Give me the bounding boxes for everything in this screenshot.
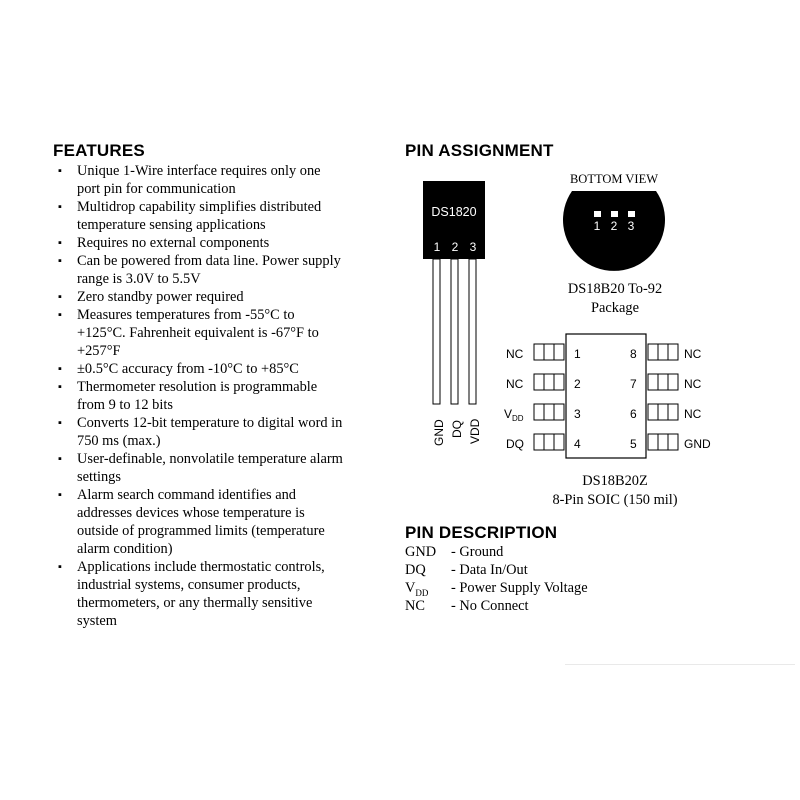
pin-desc-text: - Data In/Out (451, 562, 528, 578)
pin-code-subscript: DD (415, 587, 429, 598)
to92-pin-number-1: 1 (433, 240, 441, 254)
bullet-icon: ▪ (58, 417, 62, 429)
bottom-view-label: BOTTOM VIEW (569, 172, 659, 186)
feature-item (56, 486, 376, 558)
feature-item (56, 378, 376, 414)
features-heading: FEATURES (53, 141, 145, 160)
feature-text-line: Converts 12-bit temperature to digital word in (77, 415, 343, 431)
soic-caption-line2: 8-Pin SOIC (150 mil) (552, 492, 678, 508)
pin-assignment-heading: PIN ASSIGNMENT (405, 141, 554, 160)
pin-code (405, 598, 425, 615)
feature-text-line: outside of programmed limits (temperature (77, 523, 325, 539)
feature-text-line: range is 3.0V to 5.5V (77, 271, 201, 287)
features-list (56, 162, 376, 630)
to92-bottom-view-diagram (552, 170, 676, 280)
feature-text-line: Applications include thermostatic controls, (77, 559, 325, 575)
soic-pin1-number: 1 (574, 347, 581, 361)
bullet-icon: ▪ (58, 255, 62, 267)
soic-caption-line1: DS18B20Z (582, 473, 648, 489)
bottom-pin-pad-1 (594, 211, 601, 217)
feature-text-line: Unique 1-Wire interface requires only one (77, 163, 321, 179)
divider (565, 664, 795, 665)
feature-text-line: ±0.5°C accuracy from -10°C to +85°C (77, 361, 299, 377)
soic-pin7-number: 7 (630, 377, 637, 391)
feature-text-line: Multidrop capability simplifies distributed (77, 199, 322, 215)
to92-pin-label-dq: DQ (450, 420, 464, 438)
feature-text-line: system (77, 613, 117, 629)
feature-text-line: Can be powered from data line. Power supply (77, 253, 341, 269)
to92-part-label: DS1820 (431, 205, 477, 219)
feature-text-line: Alarm search command identifies and (77, 487, 296, 503)
soic-pin2-number: 2 (574, 377, 581, 391)
soic-pin5-number: 5 (630, 437, 637, 451)
soic-pin8-label: NC (684, 347, 702, 361)
bottom-pin-number-1: 1 (593, 219, 601, 233)
feature-item (56, 558, 376, 630)
soic-right-pad-8 (648, 344, 678, 360)
bottom-pin-number-2: 2 (610, 219, 618, 233)
soic-pin6-label: NC (684, 407, 702, 421)
pin-desc-text: - No Connect (451, 598, 529, 614)
soic-left-pad-2 (534, 374, 564, 390)
bullet-icon: ▪ (58, 165, 62, 177)
pin-code-text: DQ (405, 562, 426, 578)
to92-pin-number-3: 3 (469, 240, 477, 254)
soic-pin6-number: 6 (630, 407, 637, 421)
bullet-icon: ▪ (58, 453, 62, 465)
to92-caption-line1: DS18B20 To-92 (567, 281, 663, 297)
feature-text-line: +257°F (77, 343, 121, 359)
soic-pin8-number: 8 (630, 347, 637, 361)
soic-pin3-number: 3 (574, 407, 581, 421)
pin-code (405, 580, 428, 598)
feature-item (56, 306, 376, 360)
feature-text-line: temperature sensing applications (77, 217, 266, 233)
to92-pin-number-2: 2 (451, 240, 459, 254)
soic-left-pad-1 (534, 344, 564, 360)
soic-right-pad-7 (648, 374, 678, 390)
soic-pin1-label: NC (506, 347, 524, 361)
feature-text-line: +125°C. Fahrenheit equivalent is -67°F to (77, 325, 319, 341)
soic-package-diagram (500, 332, 724, 462)
feature-item (56, 450, 376, 486)
soic-right-pad-6 (648, 404, 678, 420)
feature-item (56, 414, 376, 450)
pin-code-text: GND (405, 544, 437, 560)
to92-lead-2 (451, 259, 458, 404)
feature-text-line: User-definable, nonvolatile temperature alarm (77, 451, 343, 467)
feature-item (56, 252, 376, 288)
soic-pin7-label: NC (684, 377, 702, 391)
feature-item (56, 234, 376, 252)
to92-side-view-diagram (410, 178, 500, 450)
bullet-icon: ▪ (58, 381, 62, 393)
pin-desc-text: - Power Supply Voltage (451, 580, 588, 596)
feature-text-line: Zero standby power required (77, 289, 244, 305)
to92-caption-line2: Package (591, 300, 639, 316)
soic-left-pads (534, 344, 564, 450)
soic-pin2-label: NC (506, 377, 524, 391)
bullet-icon: ▪ (58, 309, 62, 321)
to92-pin-label-gnd: GND (432, 419, 446, 446)
to92-lead-3 (469, 259, 476, 404)
feature-text-line: industrial systems, consumer products, (77, 577, 301, 593)
feature-item (56, 162, 376, 198)
feature-item (56, 288, 376, 306)
bullet-icon: ▪ (58, 237, 62, 249)
feature-text-line: addresses devices whose temperature is (77, 505, 305, 521)
to92-pin-label-vdd: VDD (468, 418, 482, 444)
feature-item (56, 360, 376, 378)
pin-code-text: NC (405, 598, 425, 614)
soic-pin4-number: 4 (574, 437, 581, 451)
soic-right-pads (648, 344, 678, 450)
feature-text-line: settings (77, 469, 121, 485)
pin-code (405, 562, 426, 579)
soic-pin3-label: $V_{DD}$ (504, 407, 524, 423)
soic-left-pad-3 (534, 404, 564, 420)
feature-text-line: from 9 to 12 bits (77, 397, 173, 413)
bottom-pin-number-3: 3 (627, 219, 635, 233)
pin-description-heading: PIN DESCRIPTION (405, 523, 558, 542)
pin-code-text: V (405, 580, 416, 596)
bullet-icon: ▪ (58, 489, 62, 501)
to92-lead-1 (433, 259, 440, 404)
feature-text-line: Measures temperatures from -55°C to (77, 307, 295, 323)
feature-item (56, 198, 376, 234)
pin-code (405, 544, 436, 561)
soic-pin5-label: GND (684, 437, 711, 451)
soic-pin4-label: DQ (506, 437, 524, 451)
feature-text-line: port pin for communication (77, 181, 236, 197)
feature-text-line: Thermometer resolution is programmable (77, 379, 318, 395)
feature-text-line: thermometers, or any thermally sensitive (77, 595, 313, 611)
bottom-pin-pad-3 (628, 211, 635, 217)
bullet-icon: ▪ (58, 363, 62, 375)
soic-package-caption (520, 472, 710, 510)
bullet-icon: ▪ (58, 561, 62, 573)
bottom-pin-pad-2 (611, 211, 618, 217)
feature-text-line: 750 ms (max.) (77, 433, 161, 449)
soic-right-pad-5 (648, 434, 678, 450)
to92-package-caption (540, 280, 690, 318)
bullet-icon: ▪ (58, 201, 62, 213)
pin-desc-text: - Ground (451, 544, 504, 560)
soic-left-pad-4 (534, 434, 564, 450)
feature-text-line: Requires no external components (77, 235, 270, 251)
feature-text-line: alarm condition) (77, 541, 173, 557)
bullet-icon: ▪ (58, 291, 62, 303)
